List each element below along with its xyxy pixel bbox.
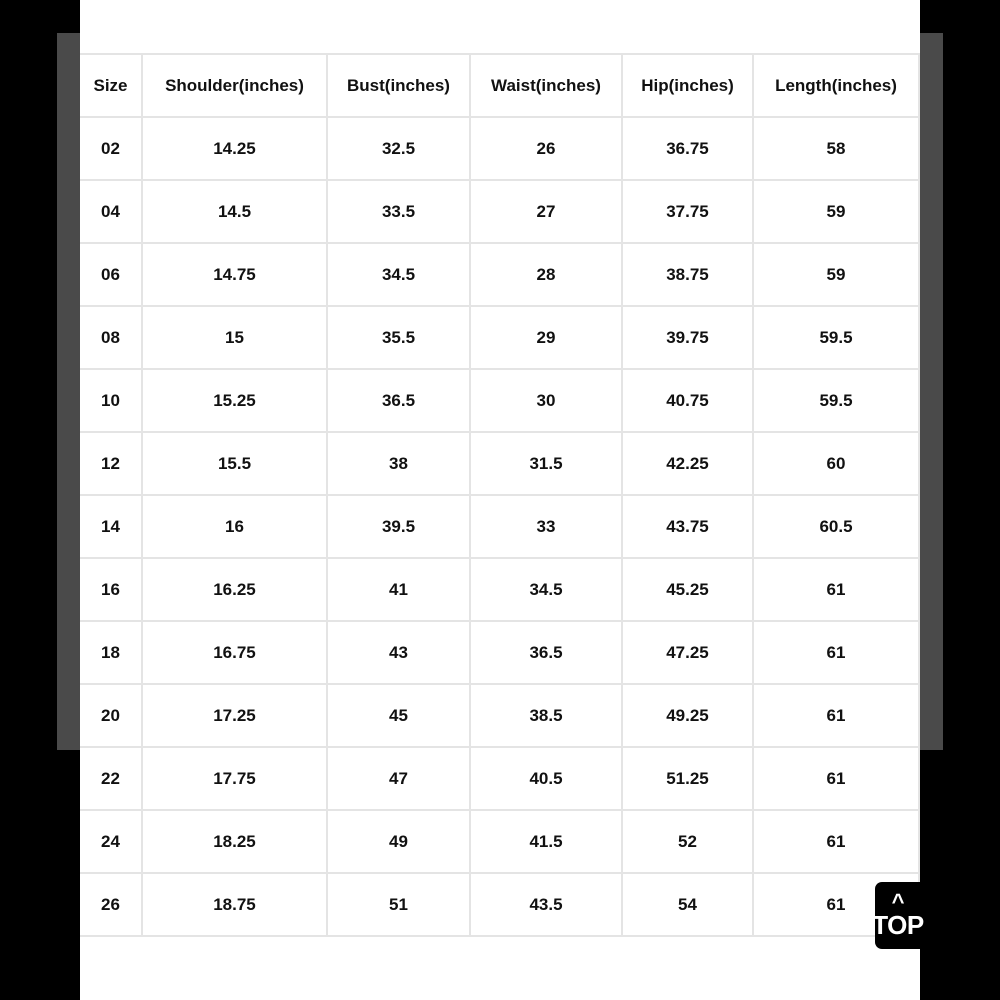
table-cell: 14 bbox=[80, 495, 142, 558]
table-cell: 59.5 bbox=[753, 306, 919, 369]
table-row bbox=[80, 369, 919, 432]
table-cell: 52 bbox=[622, 810, 753, 873]
table-cell: 47 bbox=[327, 747, 470, 810]
table-cell: 61 bbox=[753, 873, 919, 936]
table-cell: 43 bbox=[327, 621, 470, 684]
table-cell: 33 bbox=[470, 495, 622, 558]
table-cell: 04 bbox=[80, 180, 142, 243]
table-row bbox=[80, 621, 919, 684]
table-cell: 08 bbox=[80, 306, 142, 369]
table-row bbox=[80, 810, 919, 873]
table-cell: 43.5 bbox=[470, 873, 622, 936]
table-cell: 26 bbox=[470, 117, 622, 180]
table-cell: 49.25 bbox=[622, 684, 753, 747]
table-cell: 39.75 bbox=[622, 306, 753, 369]
table-cell: 17.75 bbox=[142, 747, 327, 810]
table-cell: 47.25 bbox=[622, 621, 753, 684]
table-row bbox=[80, 117, 919, 180]
table-row bbox=[80, 747, 919, 810]
table-cell: 31.5 bbox=[470, 432, 622, 495]
table-row bbox=[80, 180, 919, 243]
size-chart-table bbox=[80, 53, 920, 937]
table-cell: 16 bbox=[142, 495, 327, 558]
table-cell: 18.25 bbox=[142, 810, 327, 873]
table-cell: 27 bbox=[470, 180, 622, 243]
table-cell: 33.5 bbox=[327, 180, 470, 243]
table-cell: 45 bbox=[327, 684, 470, 747]
table-row bbox=[80, 873, 919, 936]
table-cell: 51.25 bbox=[622, 747, 753, 810]
table-cell: 34.5 bbox=[327, 243, 470, 306]
table-cell: 38.75 bbox=[622, 243, 753, 306]
table-cell: 22 bbox=[80, 747, 142, 810]
table-cell: 14.75 bbox=[142, 243, 327, 306]
table-cell: 02 bbox=[80, 117, 142, 180]
table-row bbox=[80, 558, 919, 621]
table-cell: 10 bbox=[80, 369, 142, 432]
back-to-top-label: TOP bbox=[872, 909, 924, 940]
table-cell: 60 bbox=[753, 432, 919, 495]
column-header: Length(inches) bbox=[753, 54, 919, 117]
table-cell: 15 bbox=[142, 306, 327, 369]
table-cell: 61 bbox=[753, 684, 919, 747]
table-cell: 58 bbox=[753, 117, 919, 180]
table-cell: 36.5 bbox=[327, 369, 470, 432]
table-cell: 59 bbox=[753, 180, 919, 243]
table-cell: 61 bbox=[753, 810, 919, 873]
table-cell: 49 bbox=[327, 810, 470, 873]
table-header-row bbox=[80, 54, 919, 117]
column-header: Hip(inches) bbox=[622, 54, 753, 117]
table-cell: 16.75 bbox=[142, 621, 327, 684]
table-row bbox=[80, 306, 919, 369]
table-cell: 29 bbox=[470, 306, 622, 369]
table-row bbox=[80, 495, 919, 558]
table-cell: 41.5 bbox=[470, 810, 622, 873]
table-cell: 36.75 bbox=[622, 117, 753, 180]
table-row bbox=[80, 684, 919, 747]
table-cell: 06 bbox=[80, 243, 142, 306]
table-cell: 20 bbox=[80, 684, 142, 747]
table-cell: 37.75 bbox=[622, 180, 753, 243]
column-header: Size bbox=[80, 54, 142, 117]
table-cell: 61 bbox=[753, 747, 919, 810]
table-cell: 38.5 bbox=[470, 684, 622, 747]
table-row bbox=[80, 243, 919, 306]
column-header: Waist(inches) bbox=[470, 54, 622, 117]
table-cell: 42.25 bbox=[622, 432, 753, 495]
table-cell: 51 bbox=[327, 873, 470, 936]
table-cell: 43.75 bbox=[622, 495, 753, 558]
table-cell: 12 bbox=[80, 432, 142, 495]
table-cell: 40.75 bbox=[622, 369, 753, 432]
table-cell: 30 bbox=[470, 369, 622, 432]
table-cell: 32.5 bbox=[327, 117, 470, 180]
table-cell: 60.5 bbox=[753, 495, 919, 558]
table-cell: 18.75 bbox=[142, 873, 327, 936]
table-cell: 14.5 bbox=[142, 180, 327, 243]
table-cell: 14.25 bbox=[142, 117, 327, 180]
caret-up-icon: ^ bbox=[891, 888, 905, 914]
table-body bbox=[80, 117, 919, 936]
table-cell: 16.25 bbox=[142, 558, 327, 621]
table-cell: 26 bbox=[80, 873, 142, 936]
table-cell: 36.5 bbox=[470, 621, 622, 684]
table-cell: 17.25 bbox=[142, 684, 327, 747]
column-header: Bust(inches) bbox=[327, 54, 470, 117]
table-row bbox=[80, 432, 919, 495]
column-header: Shoulder(inches) bbox=[142, 54, 327, 117]
table-cell: 18 bbox=[80, 621, 142, 684]
table-cell: 40.5 bbox=[470, 747, 622, 810]
table-cell: 15.5 bbox=[142, 432, 327, 495]
table-cell: 39.5 bbox=[327, 495, 470, 558]
table-cell: 41 bbox=[327, 558, 470, 621]
table-cell: 15.25 bbox=[142, 369, 327, 432]
table-cell: 61 bbox=[753, 621, 919, 684]
table-cell: 45.25 bbox=[622, 558, 753, 621]
table-cell: 35.5 bbox=[327, 306, 470, 369]
table-cell: 59.5 bbox=[753, 369, 919, 432]
table-cell: 59 bbox=[753, 243, 919, 306]
table-cell: 24 bbox=[80, 810, 142, 873]
table-cell: 28 bbox=[470, 243, 622, 306]
size-chart-page bbox=[80, 0, 920, 1000]
table-cell: 34.5 bbox=[470, 558, 622, 621]
table-cell: 38 bbox=[327, 432, 470, 495]
table-cell: 61 bbox=[753, 558, 919, 621]
back-to-top-button[interactable] bbox=[872, 882, 924, 949]
table-cell: 16 bbox=[80, 558, 142, 621]
table-cell: 54 bbox=[622, 873, 753, 936]
